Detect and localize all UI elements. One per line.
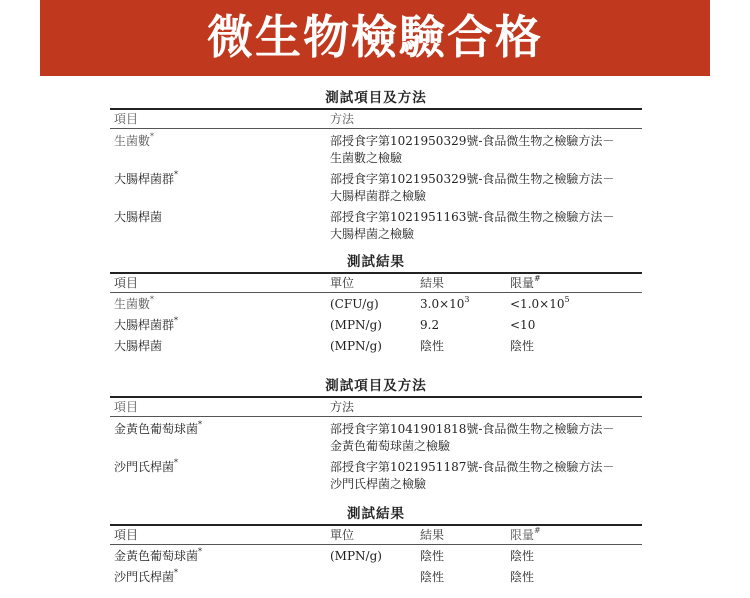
method-line-1: 部授食字第1021950329號-食品微生物之檢驗方法－: [330, 172, 615, 186]
method-line-1: 部授食字第1021951187號-食品微生物之檢驗方法－: [330, 460, 615, 474]
header-rule: [110, 544, 642, 545]
results-table-2: [110, 504, 642, 590]
method-line-2: 大腸桿菌群之檢驗: [330, 189, 427, 203]
table-row: [110, 338, 642, 359]
header-rule: [110, 292, 642, 293]
header-limit: 限量#: [510, 526, 541, 542]
table-row: [110, 209, 642, 247]
header-result: 結果: [420, 528, 445, 542]
table-header: [110, 274, 642, 292]
section-title: 測試結果: [347, 254, 405, 270]
item-name: 沙門氏桿菌*: [114, 568, 179, 584]
header-item: 項目: [114, 276, 139, 290]
result-value: 9.2: [420, 318, 440, 332]
method-line-1: 部授食字第1041901818號-食品微生物之檢驗方法－: [330, 422, 615, 436]
header-rule: [110, 128, 642, 129]
item-name: 大腸桿菌: [114, 339, 163, 353]
header-limit: 限量#: [510, 274, 541, 290]
limit-value: 陰性: [510, 549, 535, 563]
section-title: 測試項目及方法: [325, 378, 427, 394]
header-item: 項目: [114, 112, 139, 126]
header-rule: [110, 416, 642, 417]
table-row: [110, 569, 642, 590]
limit-value: 陰性: [510, 339, 535, 353]
unit-value: (MPN/g): [330, 318, 382, 332]
section-title: 測試結果: [347, 506, 405, 522]
limit-value: $<1.0\times 10^5$: [510, 295, 570, 311]
results-table-1: [110, 252, 642, 359]
header-unit: 單位: [330, 528, 355, 542]
unit-value: (MPN/g): [330, 549, 382, 563]
item-name: 大腸桿菌群*: [114, 316, 179, 332]
unit-value: (CFU/g): [330, 297, 379, 311]
limit-value: <10: [510, 318, 536, 332]
limit-value: 陰性: [510, 570, 535, 584]
method-line-2: 沙門氏桿菌之檢驗: [330, 477, 427, 491]
header-unit: 單位: [330, 276, 355, 290]
method-line-1: 部授食字第1021950329號-食品微生物之檢驗方法－: [330, 134, 615, 148]
method-line-2: 金黃色葡萄球菌之檢驗: [330, 439, 451, 453]
title-banner: [40, 0, 710, 76]
header-result: 結果: [420, 276, 445, 290]
header-item: 項目: [114, 400, 139, 414]
table-row: [110, 133, 642, 171]
table-row: [110, 548, 642, 569]
header-item: 項目: [114, 528, 139, 542]
table-header: [110, 526, 642, 544]
table-row: [110, 421, 642, 459]
item-name: 金黃色葡萄球菌*: [114, 547, 203, 563]
table-row: [110, 459, 642, 497]
table-row: [110, 317, 642, 338]
methods-table-2: [110, 376, 642, 497]
method-line-2: 大腸桿菌之檢驗: [330, 227, 415, 241]
unit-value: (MPN/g): [330, 339, 382, 353]
table-row: [110, 171, 642, 209]
result-value: $3.0\times 10^3$: [420, 295, 470, 311]
item-name: 金黃色葡萄球菌*: [114, 420, 203, 436]
methods-table-1: [110, 88, 642, 247]
page-title: 微生物檢驗合格: [207, 10, 543, 64]
result-value: 陰性: [420, 570, 445, 584]
item-name: 大腸桿菌群*: [114, 170, 179, 186]
result-value: 陰性: [420, 549, 445, 563]
table-row: [110, 296, 642, 317]
item-name: 沙門氏桿菌*: [114, 458, 179, 474]
section-title: 測試項目及方法: [325, 90, 427, 106]
item-name: 生菌數*: [114, 132, 155, 148]
method-line-1: 部授食字第1021951163號-食品微生物之檢驗方法－: [330, 210, 615, 224]
header-method: 方法: [330, 400, 355, 414]
table-header: [110, 398, 642, 416]
method-line-2: 生菌數之檢驗: [330, 151, 403, 165]
item-name: 生菌數*: [114, 295, 155, 311]
result-value: 陰性: [420, 339, 445, 353]
table-header: [110, 110, 642, 128]
item-name: 大腸桿菌: [114, 210, 163, 224]
header-method: 方法: [330, 112, 355, 126]
